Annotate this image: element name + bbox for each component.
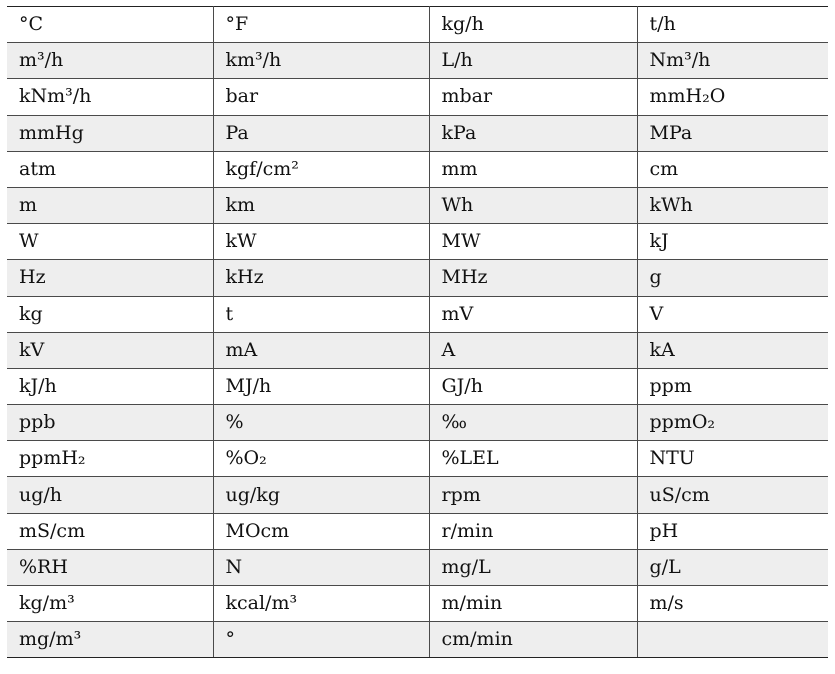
unit-cell: kV (7, 332, 213, 368)
unit-cell: mmH₂O (637, 79, 828, 115)
unit-cell: pH (637, 513, 828, 549)
table-row (7, 332, 828, 368)
unit-cell: t (213, 296, 429, 332)
unit-cell: MW (429, 224, 637, 260)
table-row (7, 405, 828, 441)
unit-cell: kW (213, 224, 429, 260)
table-row (7, 368, 828, 404)
unit-cell: V (637, 296, 828, 332)
unit-cell: GJ/h (429, 368, 637, 404)
unit-cell: W (7, 224, 213, 260)
table-row (7, 187, 828, 223)
unit-cell: uS/cm (637, 477, 828, 513)
unit-cell: ° (213, 622, 429, 658)
unit-cell: MOcm (213, 513, 429, 549)
unit-cell: km³/h (213, 43, 429, 79)
unit-cell: mg/L (429, 549, 637, 585)
unit-cell: L/h (429, 43, 637, 79)
unit-cell: km (213, 187, 429, 223)
unit-cell: kJ/h (7, 368, 213, 404)
unit-cell: ppmO₂ (637, 405, 828, 441)
unit-cell: ‰ (429, 405, 637, 441)
unit-cell: r/min (429, 513, 637, 549)
unit-cell: g/L (637, 549, 828, 585)
table-row (7, 296, 828, 332)
unit-cell: NTU (637, 441, 828, 477)
units-table-body (7, 7, 828, 658)
unit-cell: %O₂ (213, 441, 429, 477)
table-row (7, 115, 828, 151)
unit-cell: g (637, 260, 828, 296)
unit-cell: mA (213, 332, 429, 368)
unit-cell: rpm (429, 477, 637, 513)
unit-cell (637, 622, 828, 658)
unit-cell: MHz (429, 260, 637, 296)
unit-cell: °F (213, 7, 429, 43)
unit-cell: kg/h (429, 7, 637, 43)
unit-cell: m/s (637, 586, 828, 622)
unit-cell: %LEL (429, 441, 637, 477)
table-row (7, 441, 828, 477)
table-row (7, 549, 828, 585)
unit-cell: kcal/m³ (213, 586, 429, 622)
unit-cell: cm/min (429, 622, 637, 658)
unit-cell: kJ (637, 224, 828, 260)
unit-cell: Nm³/h (637, 43, 828, 79)
table-row (7, 513, 828, 549)
unit-cell: MJ/h (213, 368, 429, 404)
unit-cell: N (213, 549, 429, 585)
unit-cell: A (429, 332, 637, 368)
table-row (7, 7, 828, 43)
unit-cell: ug/kg (213, 477, 429, 513)
unit-cell: ppm (637, 368, 828, 404)
unit-cell: %RH (7, 549, 213, 585)
unit-cell: Hz (7, 260, 213, 296)
table-row (7, 477, 828, 513)
table-row (7, 622, 828, 658)
unit-cell: ppb (7, 405, 213, 441)
unit-cell: ppmH₂ (7, 441, 213, 477)
unit-cell: kgf/cm² (213, 151, 429, 187)
unit-cell: mm (429, 151, 637, 187)
unit-cell: kg/m³ (7, 586, 213, 622)
unit-cell: Pa (213, 115, 429, 151)
unit-cell: bar (213, 79, 429, 115)
unit-cell: t/h (637, 7, 828, 43)
table-row (7, 586, 828, 622)
table-row (7, 224, 828, 260)
unit-cell: kHz (213, 260, 429, 296)
unit-cell: cm (637, 151, 828, 187)
unit-cell: mg/m³ (7, 622, 213, 658)
unit-cell: m/min (429, 586, 637, 622)
unit-cell: ug/h (7, 477, 213, 513)
table-row (7, 43, 828, 79)
unit-cell: atm (7, 151, 213, 187)
unit-cell: kPa (429, 115, 637, 151)
unit-cell: mV (429, 296, 637, 332)
unit-cell: mbar (429, 79, 637, 115)
unit-cell: kA (637, 332, 828, 368)
unit-cell: MPa (637, 115, 828, 151)
unit-cell: % (213, 405, 429, 441)
unit-cell: Wh (429, 187, 637, 223)
unit-cell: m (7, 187, 213, 223)
unit-cell: m³/h (7, 43, 213, 79)
unit-cell: kWh (637, 187, 828, 223)
table-row (7, 79, 828, 115)
table-row (7, 260, 828, 296)
units-table (7, 6, 828, 658)
unit-cell: mS/cm (7, 513, 213, 549)
table-row (7, 151, 828, 187)
unit-cell: kNm³/h (7, 79, 213, 115)
unit-cell: °C (7, 7, 213, 43)
unit-cell: mmHg (7, 115, 213, 151)
unit-cell: kg (7, 296, 213, 332)
